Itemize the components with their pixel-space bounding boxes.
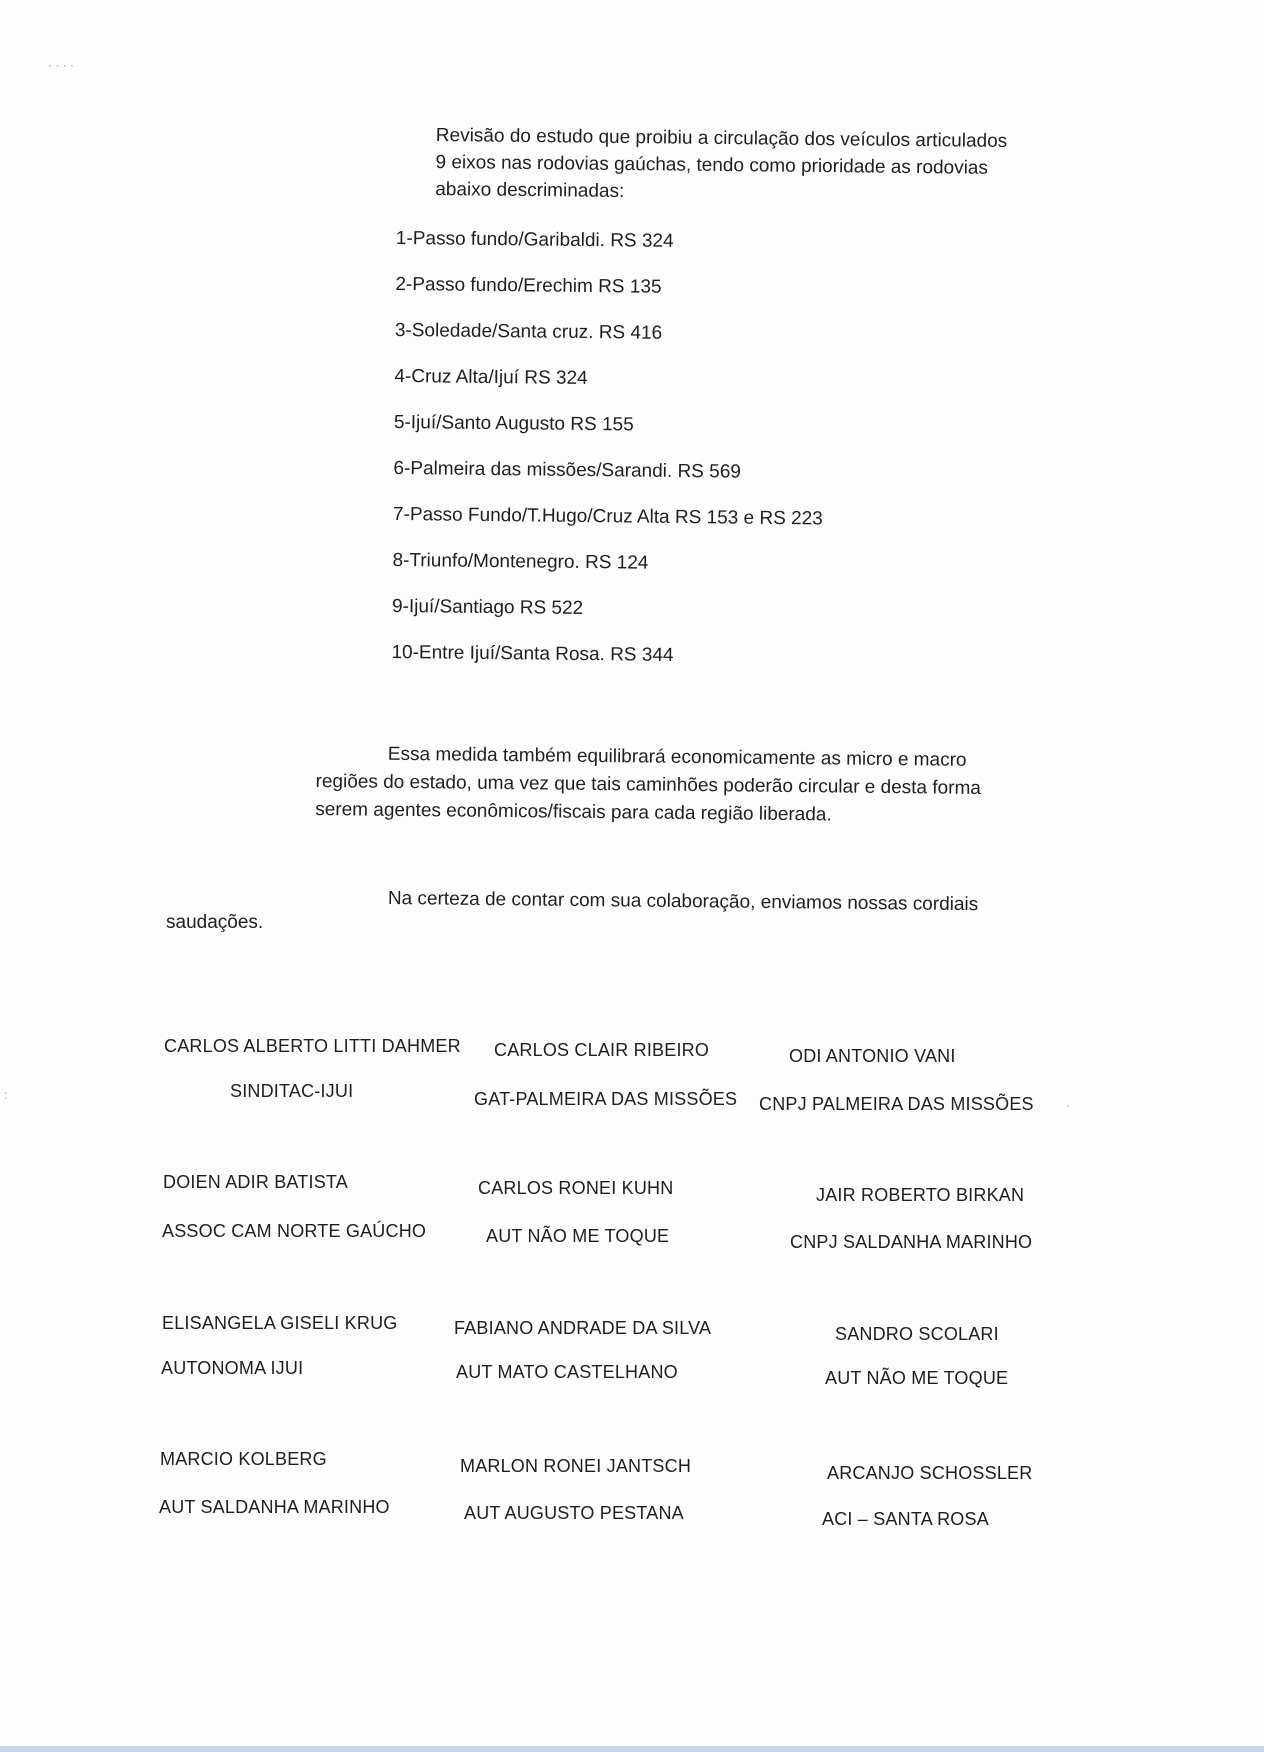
signatory-name: CARLOS ALBERTO LITTI DAHMER bbox=[164, 1036, 461, 1056]
signatory-org: AUT SALDANHA MARINHO bbox=[159, 1497, 390, 1517]
signatory-name: ARCANJO SCHOSSLER bbox=[827, 1463, 1033, 1483]
signatory-name: JAIR ROBERTO BIRKAN bbox=[816, 1185, 1025, 1205]
signatory-org: CNPJ PALMEIRA DAS MISSÕES bbox=[759, 1094, 1034, 1114]
signatory-name: MARCIO KOLBERG bbox=[160, 1449, 327, 1469]
intro-line: abaixo descriminadas: bbox=[435, 178, 625, 202]
signatory-name: DOIEN ADIR BATISTA bbox=[163, 1172, 348, 1192]
road-item: 5-Ijuí/Santo Augusto RS 155 bbox=[393, 411, 634, 436]
road-item: 7-Passo Fundo/T.Hugo/Cruz Alta RS 153 e RS 223 bbox=[392, 503, 823, 530]
road-item: 3-Soledade/Santa cruz. RS 416 bbox=[394, 319, 663, 344]
signatory-org: CNPJ SALDANHA MARINHO bbox=[790, 1232, 1033, 1252]
scan-speck: · · · · bbox=[48, 58, 74, 72]
road-item: 8-Triunfo/Montenegro. RS 124 bbox=[392, 549, 649, 574]
signatory-org: SINDITAC-IJUI bbox=[230, 1081, 354, 1101]
scan-bottom-edge bbox=[0, 1746, 1264, 1752]
signatory-org: AUT MATO CASTELHANO bbox=[456, 1362, 678, 1382]
closing-line: Na certeza de contar com sua colaboração, enviamos nossas cordiais bbox=[387, 888, 979, 916]
signatory-org: ASSOC CAM NORTE GAÚCHO bbox=[162, 1221, 427, 1241]
signatory-name: ODI ANTONIO VANI bbox=[789, 1046, 956, 1066]
signatory-name: FABIANO ANDRADE DA SILVA bbox=[454, 1318, 712, 1338]
road-item: 10-Entre Ijuí/Santa Rosa. RS 344 bbox=[391, 641, 674, 666]
road-item: 4-Cruz Alta/Ijuí RS 324 bbox=[394, 365, 588, 390]
scan-speck: · bbox=[1066, 1098, 1070, 1112]
signatory-name: ELISANGELA GISELI KRUG bbox=[162, 1313, 398, 1333]
signatory-org: AUT AUGUSTO PESTANA bbox=[464, 1503, 684, 1523]
closing-saudacoes: saudações. bbox=[166, 912, 264, 933]
signatory-org: AUTONOMA IJUI bbox=[161, 1358, 304, 1378]
signatory-org: AUT NÃO ME TOQUE bbox=[825, 1368, 1009, 1388]
road-item: 1-Passo fundo/Garibaldi. RS 324 bbox=[395, 227, 674, 252]
signatory-org: ACI – SANTA ROSA bbox=[822, 1509, 989, 1529]
signatory-name: CARLOS RONEI KUHN bbox=[478, 1178, 674, 1198]
scan-speck: : bbox=[4, 1088, 8, 1102]
signatory-name: CARLOS CLAIR RIBEIRO bbox=[494, 1040, 710, 1060]
intro-line: Revisão do estudo que proibiu a circulação dos veículos articulados bbox=[435, 124, 1008, 152]
paragraph-line: Essa medida também equilibrará economicamente as micro e macro bbox=[387, 743, 967, 771]
paragraph-line: regiões do estado, uma vez que tais caminhões poderão circular e desta forma bbox=[315, 770, 982, 799]
road-item: 6-Palmeira das missões/Sarandi. RS 569 bbox=[393, 457, 741, 483]
intro-line: 9 eixos nas rodovias gaúchas, tendo como prioridade as rodovias bbox=[435, 151, 989, 179]
signatory-org: AUT NÃO ME TOQUE bbox=[486, 1226, 670, 1246]
signatory-name: MARLON RONEI JANTSCH bbox=[460, 1456, 692, 1476]
road-item: 2-Passo fundo/Erechim RS 135 bbox=[395, 273, 662, 298]
signatory-org: GAT-PALMEIRA DAS MISSÕES bbox=[474, 1089, 738, 1109]
road-item: 9-Ijuí/Santiago RS 522 bbox=[391, 595, 584, 619]
paragraph-line: serem agentes econômicos/fiscais para cada região liberada. bbox=[315, 798, 832, 826]
signatory-name: SANDRO SCOLARI bbox=[835, 1324, 999, 1344]
